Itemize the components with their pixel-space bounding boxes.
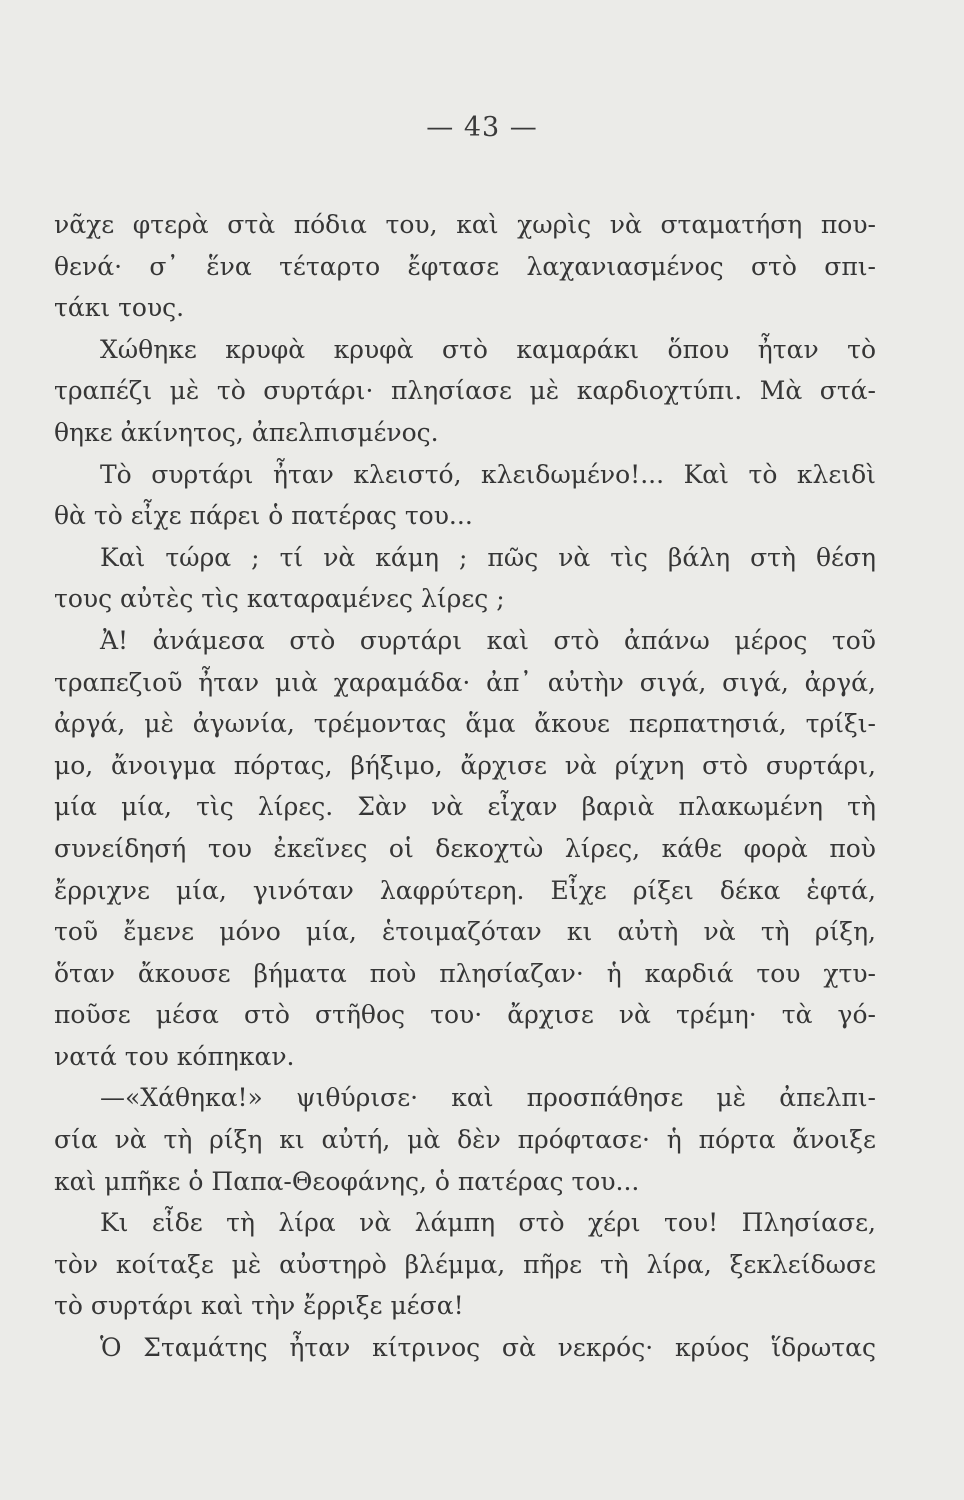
text-line: συνείδησή του ἐκεῖνες οἱ δεκοχτὼ λίρες, κάθε φορὰ ποὺ <box>54 833 876 863</box>
body-text <box>54 204 876 1369</box>
text-line: —«Χάθηκα!» ψιθύρισε· καὶ προσπάθησε μὲ ἀπελπι- <box>100 1083 876 1113</box>
text-line: ἀργά, μὲ ἀγωνία, τρέμοντας ἅμα ἄκουε περπατησιά, τρίξι- <box>54 709 876 739</box>
text-line: Τὸ συρτάρι ἦταν κλειστό, κλειδωμένο!... Καὶ τὸ κλειδὶ <box>100 459 876 489</box>
text-line: νατά του κόπηκαν. <box>54 1041 295 1071</box>
text-line: τὸν κοίταξε μὲ αὐστηρὸ βλέμμα, πῆρε τὴ λίρα, ξεκλείδωσε <box>54 1249 876 1279</box>
text-line: ὅταν ἄκουσε βήματα ποὺ πλησίαζαν· ἡ καρδιά του χτυ- <box>54 958 876 988</box>
text-line: Χώθηκε κρυφὰ κρυφὰ στὸ καμαράκι ὅπου ἦταν τὸ <box>100 334 876 364</box>
page-number: — 43 — <box>426 112 538 143</box>
text-line: ποῦσε μέσα στὸ στῆθος του· ἄρχισε νὰ τρέμη· τὰ γό- <box>54 1000 876 1030</box>
text-line: νᾶχε φτερὰ στὰ πόδια του, καὶ χωρὶς νὰ σταματήση που- <box>54 210 876 239</box>
text-line: τὸ συρτάρι καὶ τὴν ἔρριξε μέσα! <box>54 1291 464 1321</box>
text-line: ἔρριχνε μία, γινόταν λαφρύτερη. Εἶχε ρίξει δέκα ἑφτά, <box>54 875 876 905</box>
text-line: μία μία, τὶς λίρες. Σὰν νὰ εἶχαν βαριὰ πλακωμένη τὴ <box>54 792 876 822</box>
text-line: Καὶ τώρα ; τί νὰ κάμη ; πῶς νὰ τὶς βάλη στὴ θέση <box>100 542 876 572</box>
text-line: θενά· σ᾽ ἕνα τέταρτο ἔφτασε λαχανιασμένος στὸ σπι- <box>54 251 876 281</box>
text-line: Κι εἶδε τὴ λίρα νὰ λάμπη στὸ χέρι του! Πλησίασε, <box>100 1208 876 1238</box>
text-line: θὰ τὸ εἶχε πάρει ὁ πατέρας του... <box>54 501 473 531</box>
text-line: Ὁ Σταμάτης ἦταν κίτρινος σὰ νεκρός· κρύος ἵδρωτας <box>100 1333 876 1363</box>
text-line: Ἀ! ἀνάμεσα στὸ συρτάρι καὶ στὸ ἀπάνω μέρος τοῦ <box>100 625 876 655</box>
text-line: τραπεζιοῦ ἦταν μιὰ χαραμάδα· ἀπ᾽ αὐτὴν σιγά, σιγά, ἀργά, <box>54 667 876 697</box>
text-line: τάκι τους. <box>54 293 185 323</box>
text-line: τραπέζι μὲ τὸ συρτάρι· πλησίασε μὲ καρδιοχτύπι. Μὰ στά- <box>54 376 876 406</box>
text-line: τοῦ ἔμενε μόνο μία, ἑτοιμαζόταν κι αὐτὴ νὰ τὴ ρίξη, <box>54 917 876 947</box>
text-line: τους αὐτὲς τὶς καταραμένες λίρες ; <box>54 584 505 614</box>
text-line: καὶ μπῆκε ὁ Παπα-Θεοφάνης, ὁ πατέρας του... <box>54 1166 640 1196</box>
text-line: θηκε ἀκίνητος, ἀπελπισμένος. <box>54 417 439 447</box>
text-line: σία νὰ τὴ ρίξη κι αὐτή, μὰ δὲν πρόφτασε· ἡ πόρτα ἄνοιξε <box>54 1125 876 1155</box>
text-line: μο, ἄνοιγμα πόρτας, βήξιμο, ἄρχισε νὰ ρίχνη στὸ συρτάρι, <box>54 750 876 780</box>
